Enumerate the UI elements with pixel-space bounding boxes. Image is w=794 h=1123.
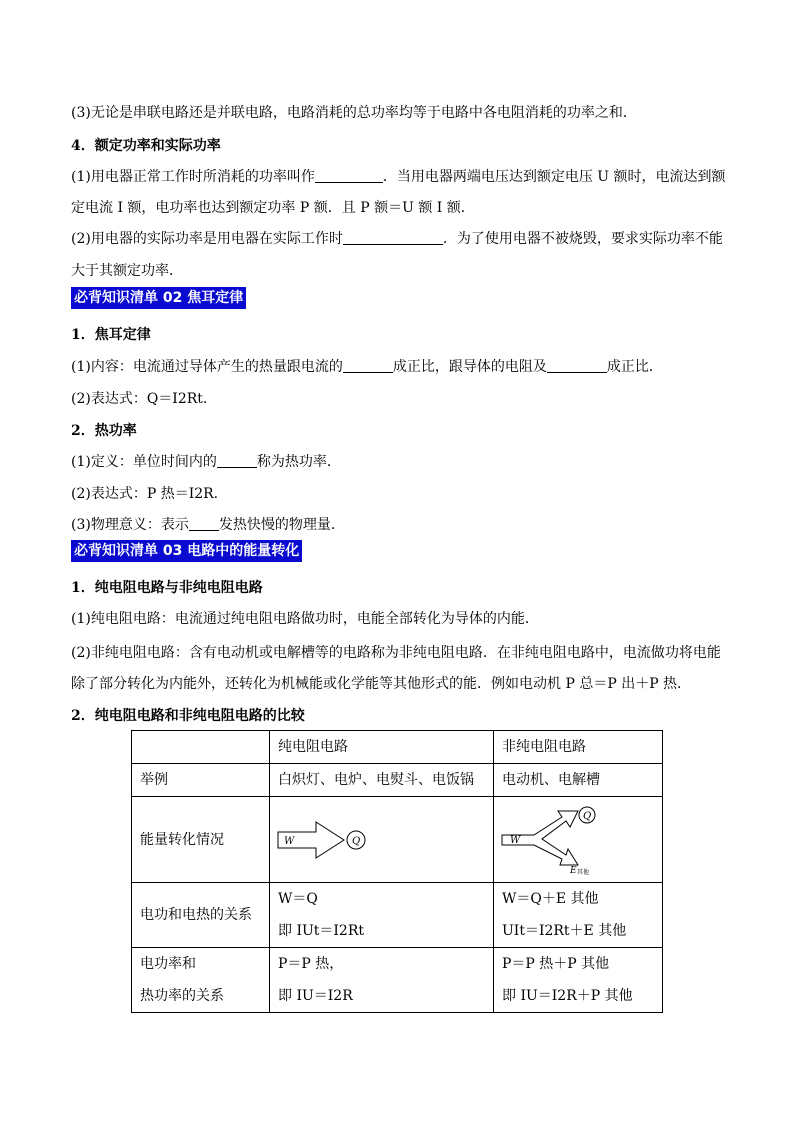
table-cell <box>494 797 663 883</box>
table-header-cell: 纯电阻电路 <box>270 731 494 764</box>
table-cell <box>494 883 663 948</box>
cell-line: 电功率和 <box>140 956 196 972</box>
energy-conversion-diagram-pure <box>274 810 394 870</box>
text-segment: (1)内容：电流通过导体产生的热量跟电流的 <box>71 359 343 375</box>
table-cell: 白炽灯、电炉、电熨斗、电饭锅 <box>270 764 494 797</box>
text-segment: ．当用电器两端电压达到额定电压 U 额时，电流达到额 <box>382 169 726 185</box>
table-row-label: 能量转化情况 <box>132 797 270 883</box>
cell-line: 即 IU＝I2R <box>278 988 353 1004</box>
table-cell <box>132 731 270 764</box>
section-banner-03: 必背知识清单 03 电路中的能量转化 <box>71 540 302 562</box>
table-cell: 电动机、电解槽 <box>494 764 663 797</box>
text-line: (2)非纯电阻电路：含有电动机或电解槽等的电路称为非纯电阻电路．在非纯电阻电路中，电流做功将电能 <box>71 645 721 661</box>
fill-blank <box>343 230 443 245</box>
table-cell <box>270 883 494 948</box>
table-cell <box>270 797 494 883</box>
heading-rated-power: 4．额定功率和实际功率 <box>71 138 221 154</box>
text-line: 定电流 I 额，电功率也达到额定功率 P 额．且 P 额＝U 额 I 额． <box>71 200 475 216</box>
table-row <box>132 797 663 883</box>
text-line <box>71 357 724 377</box>
text-line: 大于其额定功率． <box>71 263 183 279</box>
fill-blank <box>315 168 383 183</box>
table-row <box>132 948 663 1013</box>
label-q: Q <box>352 835 361 847</box>
text-segment: 成正比，跟导体的电阻及 <box>392 359 547 375</box>
cell-line: 即 IU＝I2R＋P 其他 <box>502 988 633 1004</box>
cell-line: P＝P 热＋P 其他 <box>502 956 610 972</box>
cell-line: UIt＝I2Rt＋E 其他 <box>502 923 627 939</box>
fill-blank <box>547 358 607 373</box>
table-cell <box>270 948 494 1013</box>
energy-conversion-diagram-nonpure <box>498 805 618 875</box>
text-line <box>71 452 724 472</box>
cell-line: 热功率的关系 <box>140 988 224 1004</box>
text-line <box>71 515 724 535</box>
text-segment: ．为了使用电器不被烧毁，要求实际功率不能 <box>442 231 723 247</box>
label-q: Q <box>583 810 592 822</box>
table-row-label: 电功和电热的关系 <box>132 883 270 948</box>
text-line: (2)表达式：Q＝I2Rt. <box>71 391 208 407</box>
table-header-cell: 非纯电阻电路 <box>494 731 663 764</box>
table-row <box>132 883 663 948</box>
text-line: (1)纯电阻电路：电流通过纯电阻电路做功时，电能全部转化为导体的内能． <box>71 611 539 627</box>
cell-line: P＝P 热， <box>278 956 344 972</box>
table-row-label <box>132 948 270 1013</box>
cell-line: W＝Q <box>278 891 318 907</box>
heading-joule-law: 1．焦耳定律 <box>71 327 151 343</box>
label-w: W <box>284 835 295 847</box>
text-segment: (3)物理意义：表示 <box>71 517 189 533</box>
table-row <box>132 764 663 797</box>
text-line: (2)表达式：P 热＝I2R. <box>71 486 219 502</box>
label-w: W <box>510 834 521 846</box>
text-segment: (1)定义：单位时间内的 <box>71 454 217 470</box>
fill-blank <box>217 453 257 468</box>
text-line <box>71 229 724 249</box>
table-row-label: 举例 <box>132 764 270 797</box>
heading-circuit-types: 1．纯电阻电路与非纯电阻电路 <box>71 580 263 596</box>
text-line: (3)无论是串联电路还是并联电路，电路消耗的总功率均等于电路中各电阻消耗的功率之和． <box>71 105 637 121</box>
heading-comparison: 2．纯电阻电路和非纯电阻电路的比较 <box>71 708 305 724</box>
section-banner-02: 必背知识清单 02 焦耳定律 <box>71 287 246 309</box>
heading-heat-power: 2．热功率 <box>71 423 137 439</box>
table-header-row <box>132 731 663 764</box>
cell-line: W＝Q＋E 其他 <box>502 891 599 907</box>
fill-blank <box>189 516 219 531</box>
label-e: E <box>570 865 577 875</box>
cell-line: 即 IUt＝I2Rt <box>278 923 365 939</box>
comparison-table <box>131 730 663 1013</box>
text-segment: (2)用电器的实际功率是用电器在实际工作时 <box>71 231 343 247</box>
text-line <box>71 167 724 187</box>
table-cell <box>494 948 663 1013</box>
text-segment: 称为热功率． <box>256 454 341 470</box>
text-segment: 发热快慢的物理量． <box>218 517 345 533</box>
text-segment: (1)用电器正常工作时所消耗的功率叫作 <box>71 169 315 185</box>
text-line: 除了部分转化为内能外，还转化为机械能或化学能等其他形式的能．例如电动机 P 总＝P 出＋P 热． <box>71 676 692 692</box>
label-e-sub: 其他 <box>577 868 590 875</box>
text-segment: 成正比． <box>606 359 663 375</box>
fill-blank <box>343 358 393 373</box>
